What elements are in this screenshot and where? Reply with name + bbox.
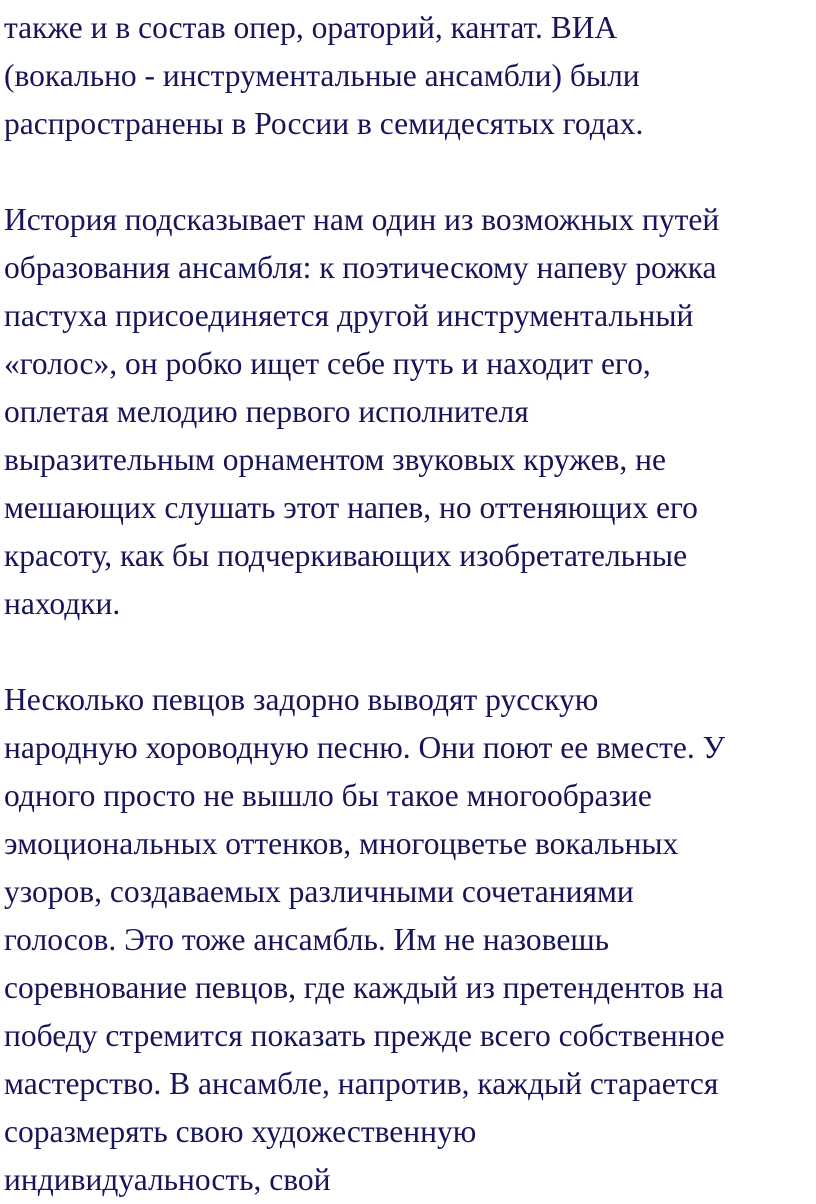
text-line: узоров, создаваемых различными сочетаниями [4,874,634,909]
text-line: народную хороводную песню. Они поют ее вместе. У [4,730,725,765]
paragraph-history [4,196,816,628]
paragraph-via [4,4,816,148]
text-line: образования ансамбля: к поэтическому напеву рожка [4,250,717,285]
text-line: красоту, как бы подчеркивающих изобретательные [4,538,688,573]
text-line: соревнование певцов, где каждый из претендентов на [4,970,724,1005]
text-line: также и в состав опер, ораторий, кантат. ВИА [4,10,618,45]
text-line: одного просто не вышло бы такое многообразие [4,778,652,813]
text-line: (вокально - инструментальные ансамбли) были [4,58,640,93]
text-line: выразительным орнаментом звуковых кружев, не [4,442,667,477]
text-line: мастерство. В ансамбле, напротив, каждый старается [4,1066,719,1101]
text-line: «голос», он робко ищет себе путь и находит его, [4,346,651,381]
text-line: соразмерять свою художественную [4,1114,477,1149]
text-line: мешающих слушать этот напев, но оттеняющих его [4,490,698,525]
text-line: распространены в России в семидесятых годах. [4,106,644,141]
text-line: голосов. Это тоже ансамбль. Им не назовешь [4,922,609,957]
text-line: оплетая мелодию первого исполнителя [4,394,529,429]
paragraph-singers [4,676,816,1204]
text-line: пастуха присоединяется другой инструментальный [4,298,694,333]
text-line: победу стремится показать прежде всего собственное [4,1018,725,1053]
text-line: Несколько певцов задорно выводят русскую [4,682,599,717]
text-line: История подсказывает нам один из возможных путей [4,202,720,237]
text-line: индивидуальность, свой [4,1162,331,1197]
text-line: находки. [4,586,121,621]
text-line: эмоциональных оттенков, многоцветье вокальных [4,826,679,861]
